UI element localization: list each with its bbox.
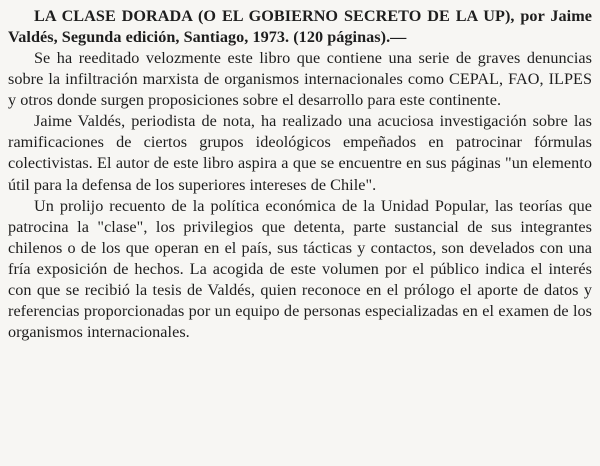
book-review: [8, 6, 592, 343]
review-heading: LA CLASE DORADA (O EL GOBIERNO SECRETO DE LA UP), por Jaime Valdés, Segunda edición, Santiago, 1973. (120 páginas).—: [8, 7, 592, 46]
review-paragraph-1: Se ha reeditado velozmente este libro que contiene una serie de graves denuncias sobre la infiltración marxista de organismos internacionales como CEPAL, FAO, ILPES y otros donde surgen proposiciones sobre el desarrollo para este continente.: [8, 49, 592, 110]
review-paragraph-2: Jaime Valdés, periodista de nota, ha realizado una acuciosa investigación sobre las ramificaciones de ciertos grupos ideológicos empeñados en patrocinar fórmulas colectivistas. El autor de este libro aspira a que se encuentre en sus páginas "un elemento útil para la defensa de los superiores intereses de Chile".: [8, 112, 592, 194]
review-paragraph-3: Un prolijo recuento de la política económica de la Unidad Popular, las teorías que patrocina la "clase", los privilegios que detenta, parte sustancial de sus integrantes chilenos o de los que operan en el país, sus tácticas y contactos, son develados con una fría exposición de hechos. La acogida de este volumen por el público indica el interés con que se recibió la tesis de Valdés, quien reconoce en el prólogo el aporte de datos y referencias proporcionadas por un equipo de personas especializadas en el examen de los organismos internacionales.: [8, 196, 592, 342]
